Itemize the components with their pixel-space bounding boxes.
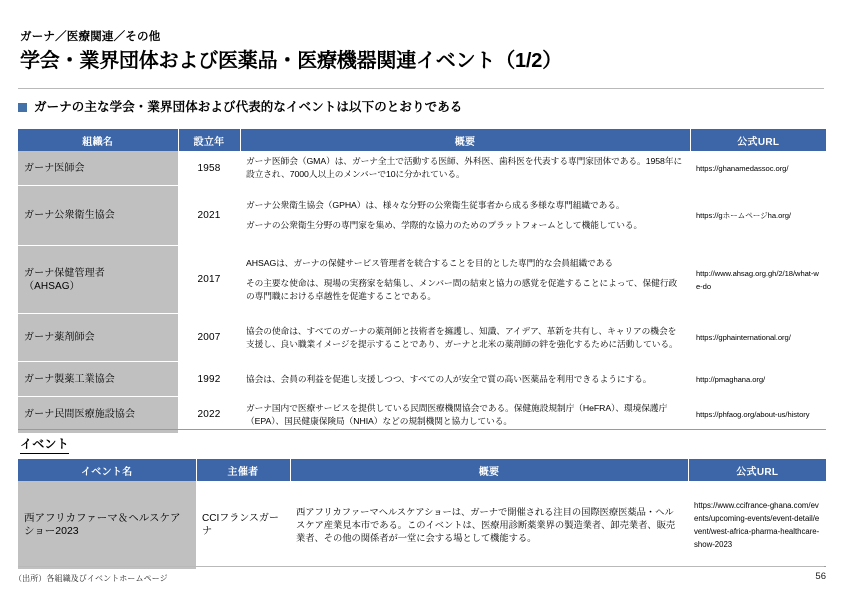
cell-org-name: ガーナ薬剤師会 bbox=[18, 314, 178, 362]
cell-org-name: ガーナ製薬工業協会 bbox=[18, 362, 178, 397]
column-header-founded-year: 設立年 bbox=[178, 129, 240, 151]
table-row bbox=[18, 362, 826, 397]
title-divider bbox=[18, 88, 824, 89]
footer-source-note: （出所）各組織及びイベントホームページ bbox=[14, 574, 168, 583]
cell-summary: 西アフリカファーマヘルスケアショーは、ガーナで開催される注目の国際医療医薬品・ヘルスケア産業見本市である。このイベントは、医療用診断薬業界の製造業者、卸売業者、販売業者、その他の関係者が一堂に会する場として機能する。 bbox=[290, 481, 688, 569]
table-row bbox=[18, 246, 826, 314]
cell-org-name: ガーナ保健管理者 （AHSAG） bbox=[18, 246, 178, 314]
cell-summary: ガーナ国内で医療サービスを提供している民間医療機関協会である。保健施設規制庁（HeFRA）、環境保護庁（EPA）、国民健康保険局（NHIA）などの規制機関と協力している。 bbox=[240, 397, 690, 433]
cell-summary: ガーナ医師会（GMA）は、ガーナ全土で活動する医師、外科医、歯科医を代表する専門家団体である。1958年に設立され、7000人以上のメンバーで10に分かれている。 bbox=[240, 151, 690, 186]
cell-org-name: ガーナ公衆衛生協会 bbox=[18, 186, 178, 246]
breadcrumb-kicker: ガーナ／医療関連／その他 bbox=[20, 31, 161, 43]
cell-founded-year: 2022 bbox=[178, 397, 240, 433]
table-header-row bbox=[18, 459, 826, 481]
cell-summary: 協会の使命は、すべてのガーナの薬剤師と技術者を擁護し、知識、アイデア、革新を共有し、キャリアの機会を支援し、良い職業イメージを提示することであり、ガーナと北米の薬剤師の絆を強化するために活動している。 bbox=[240, 314, 690, 362]
cell-official-url[interactable]: https://www.ccifrance-ghana.com/events/upcoming-events/event-detail/event/west-africa-pharma-healthcare-show-2023 bbox=[688, 481, 826, 569]
column-header-org-name: 組織名 bbox=[18, 129, 178, 151]
blue-square-bullet-icon bbox=[18, 103, 27, 112]
cell-official-url[interactable]: http://www.ahsag.org.gh/2/18/what-we-do bbox=[690, 246, 826, 314]
cell-host: CCIフランスガーナ bbox=[196, 481, 290, 569]
cell-official-url[interactable]: https://gホームページha.org/ bbox=[690, 186, 826, 246]
table-row bbox=[18, 397, 826, 433]
cell-summary: AHSAGは、ガーナの保健サービス管理者を統合することを目的とした専門的な会員組織である その主要な使命は、現場の実務家を結集し、メンバー間の結束と協力の感覚を促進することによって、保健行政の専門職における卓越性を促進することである。 bbox=[240, 246, 690, 314]
organizations-table-bottom-rule bbox=[18, 429, 826, 430]
cell-org-name: ガーナ民間医療施設協会 bbox=[18, 397, 178, 433]
cell-founded-year: 1958 bbox=[178, 151, 240, 186]
table-header-row bbox=[18, 129, 826, 151]
cell-official-url[interactable]: https://ghanamedassoc.org/ bbox=[690, 151, 826, 186]
cell-org-name: ガーナ医師会 bbox=[18, 151, 178, 186]
footer-divider bbox=[18, 566, 824, 567]
cell-official-url[interactable]: https://phfaog.org/about-us/history bbox=[690, 397, 826, 433]
cell-founded-year: 2021 bbox=[178, 186, 240, 246]
table-row bbox=[18, 151, 826, 186]
lead-statement bbox=[18, 99, 462, 115]
table-row bbox=[18, 481, 826, 569]
column-header-summary: 概要 bbox=[240, 129, 690, 151]
cell-summary: 協会は、会員の利益を促進し支援しつつ、すべての人が安全で質の高い医薬品を利用できるようにする。 bbox=[240, 362, 690, 397]
table-row bbox=[18, 186, 826, 246]
column-header-host: 主催者 bbox=[196, 459, 290, 481]
column-header-official-url: 公式URL bbox=[690, 129, 826, 151]
cell-founded-year: 1992 bbox=[178, 362, 240, 397]
page-number: 56 bbox=[815, 571, 826, 582]
cell-summary: ガーナ公衆衛生協会（GPHA）は、様々な分野の公衆衛生従事者から成る多様な専門組織である。 ガーナの公衆衛生分野の専門家を集め、学際的な協力のためのプラットフォームとして機能している。 bbox=[240, 186, 690, 246]
cell-founded-year: 2017 bbox=[178, 246, 240, 314]
cell-official-url[interactable]: https://gphainternational.org/ bbox=[690, 314, 826, 362]
column-header-official-url: 公式URL bbox=[688, 459, 826, 481]
page-title: 学会・業界団体および医薬品・医療機器関連イベント（1/2） bbox=[20, 50, 563, 72]
events-section-label: イベント bbox=[20, 437, 69, 454]
table-row bbox=[18, 314, 826, 362]
organizations-table bbox=[18, 129, 826, 433]
cell-founded-year: 2007 bbox=[178, 314, 240, 362]
column-header-event-name: イベント名 bbox=[18, 459, 196, 481]
cell-event-name: 西アフリカファーマ＆ヘルスケアショー2023 bbox=[18, 481, 196, 569]
lead-statement-text: ガーナの主な学会・業界団体および代表的なイベントは以下のとおりである bbox=[34, 100, 463, 114]
column-header-summary: 概要 bbox=[290, 459, 688, 481]
events-table bbox=[18, 459, 826, 569]
cell-official-url[interactable]: http://pmaghana.org/ bbox=[690, 362, 826, 397]
